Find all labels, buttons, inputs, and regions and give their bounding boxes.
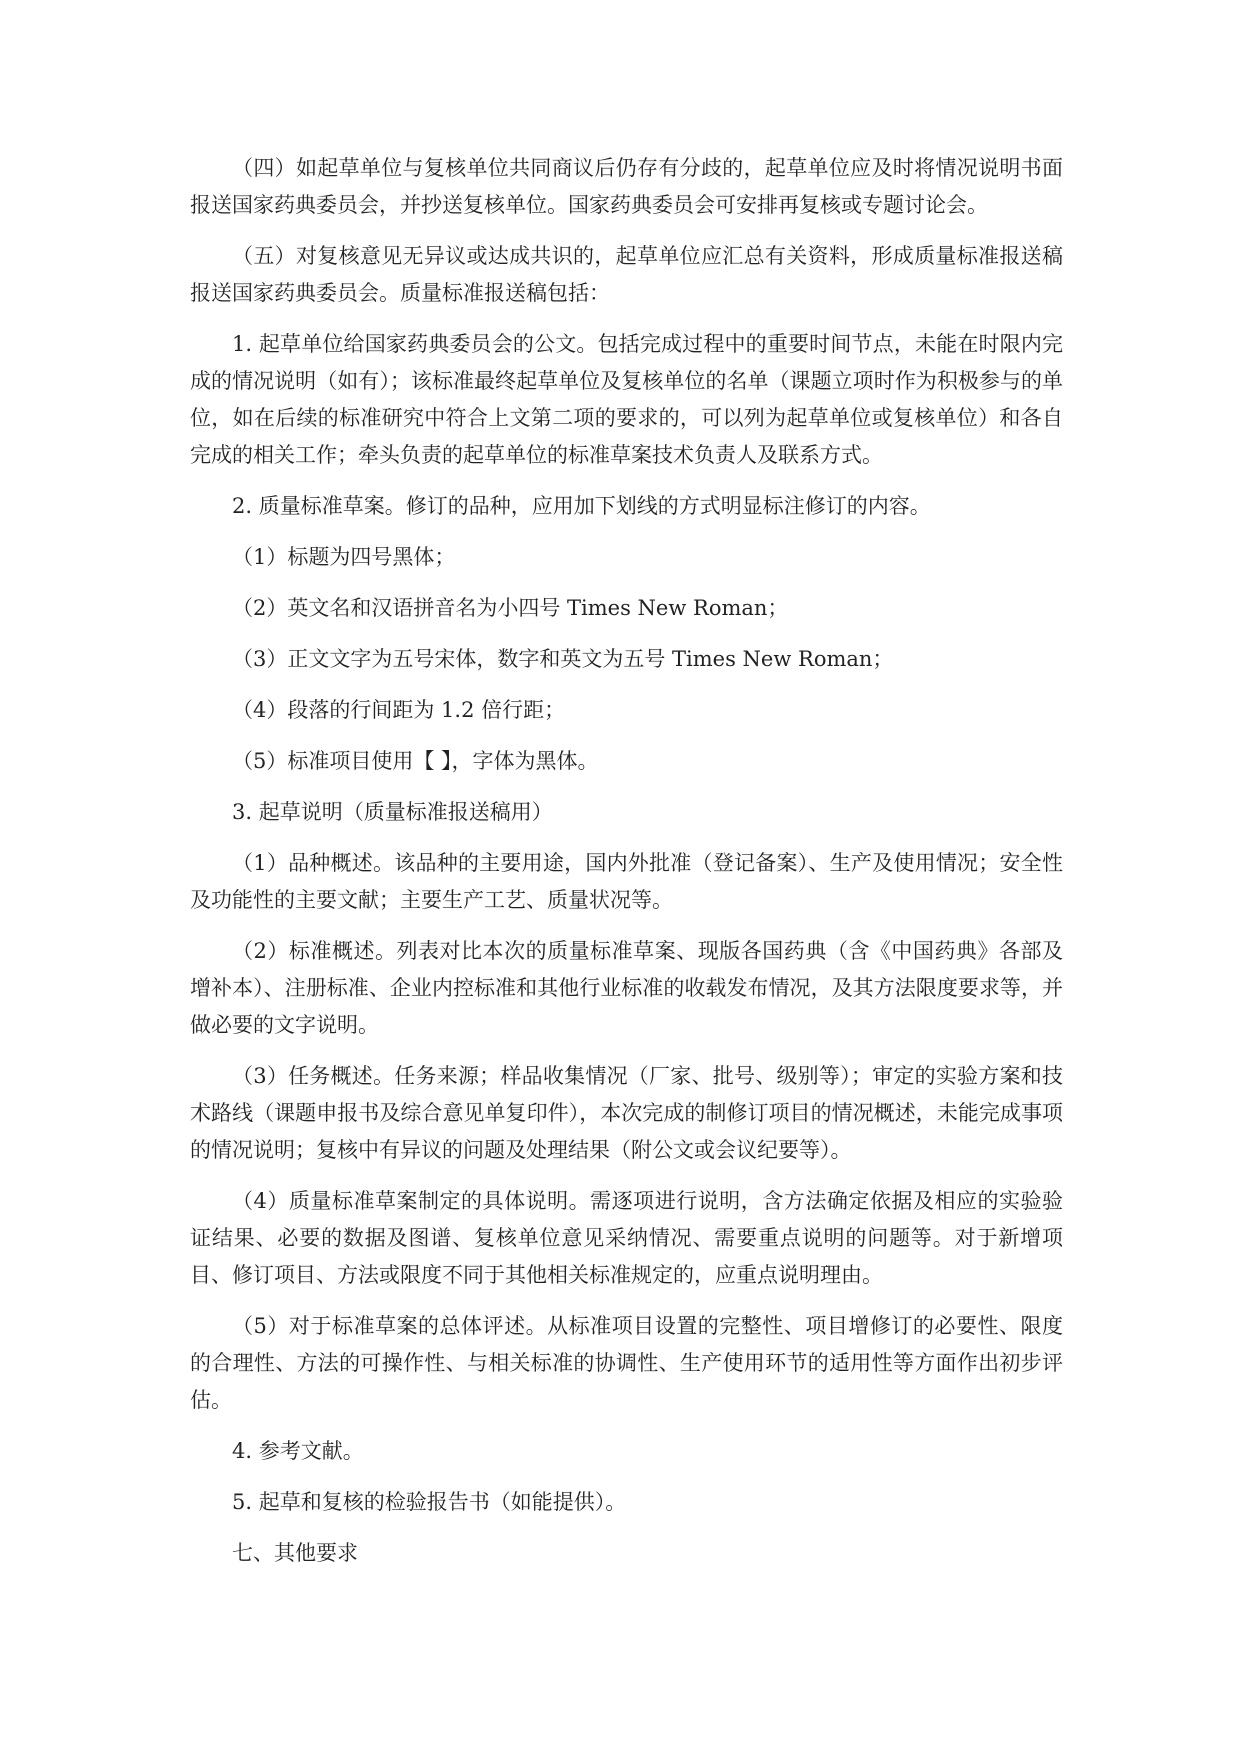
- list-item-2: 2. 质量标准草案。修订的品种，应用加下划线的方式明显标注修订的内容。: [232, 494, 931, 518]
- sub-item-2-3: （3）正文文字为五号宋体，数字和英文为五号 Times New Roman；: [232, 647, 894, 671]
- sub-item-3-1: （1）品种概述。该品种的主要用途，国内外批准（登记备案）、生产及使用情况；安全性及功能性的主要文献；主要生产工艺、质量状况等。: [190, 851, 1063, 912]
- sub-item-3-5: （5）对于标准草案的总体评述。从标准项目设置的完整性、项目增修订的必要性、限度的合理性、方法的可操作性、与相关标准的协调性、生产使用环节的适用性等方面作出初步评估。: [190, 1314, 1063, 1412]
- section-heading-7: 七、其他要求: [232, 1541, 358, 1565]
- document-body: [190, 150, 1063, 1586]
- sub-item-3-3: （3）任务概述。任务来源；样品收集情况（厂家、批号、级别等）；审定的实验方案和技术路线（课题申报书及综合意见单复印件），本次完成的制修订项目的情况概述，未能完成事项的情况说明；复核中有异议的问题及处理结果（附公文或会议纪要等）。: [190, 1064, 1063, 1162]
- sub-item-3-2: （2）标准概述。列表对比本次的质量标准草案、现版各国药典（含《中国药典》各部及增补本）、注册标准、企业内控标准和其他行业标准的收载发布情况，及其方法限度要求等，并做必要的文字说明。: [190, 939, 1063, 1037]
- sub-item-3-4: （4）质量标准草案制定的具体说明。需逐项进行说明，含方法确定依据及相应的实验验证结果、必要的数据及图谱、复核单位意见采纳情况、需要重点说明的问题等。对于新增项目、修订项目、方法或限度不同于其他相关标准规定的，应重点说明理由。: [190, 1189, 1063, 1287]
- paragraph-section-4: （四）如起草单位与复核单位共同商议后仍存有分歧的，起草单位应及时将情况说明书面报送国家药典委员会，并抄送复核单位。国家药典委员会可安排再复核或专题讨论会。: [190, 156, 1063, 217]
- list-item-4: 4. 参考文献。: [232, 1439, 364, 1463]
- list-item-1: 1. 起草单位给国家药典委员会的公文。包括完成过程中的重要时间节点，未能在时限内完成的情况说明（如有）；该标准最终起草单位及复核单位的名单（课题立项时作为积极参与的单位，如在后续的标准研究中符合上文第二项的要求的，可以列为起草单位或复核单位）和各自完成的相关工作；牵头负责的起草单位的标准草案技术负责人及联系方式。: [190, 332, 1063, 467]
- paragraph-section-5: （五）对复核意见无异议或达成共识的，起草单位应汇总有关资料，形成质量标准报送稿报送国家药典委员会。质量标准报送稿包括：: [190, 244, 1063, 305]
- list-item-5: 5. 起草和复核的检验报告书（如能提供）。: [232, 1490, 627, 1514]
- sub-item-2-4: （4）段落的行间距为 1.2 倍行距；: [232, 698, 566, 722]
- sub-item-2-5: （5）标准项目使用【 】，字体为黑体。: [232, 749, 599, 773]
- list-item-3: 3. 起草说明（质量标准报送稿用）: [232, 800, 553, 824]
- sub-item-2-1: （1）标题为四号黑体；: [232, 545, 456, 569]
- sub-item-2-2: （2）英文名和汉语拼音名为小四号 Times New Roman；: [232, 596, 789, 620]
